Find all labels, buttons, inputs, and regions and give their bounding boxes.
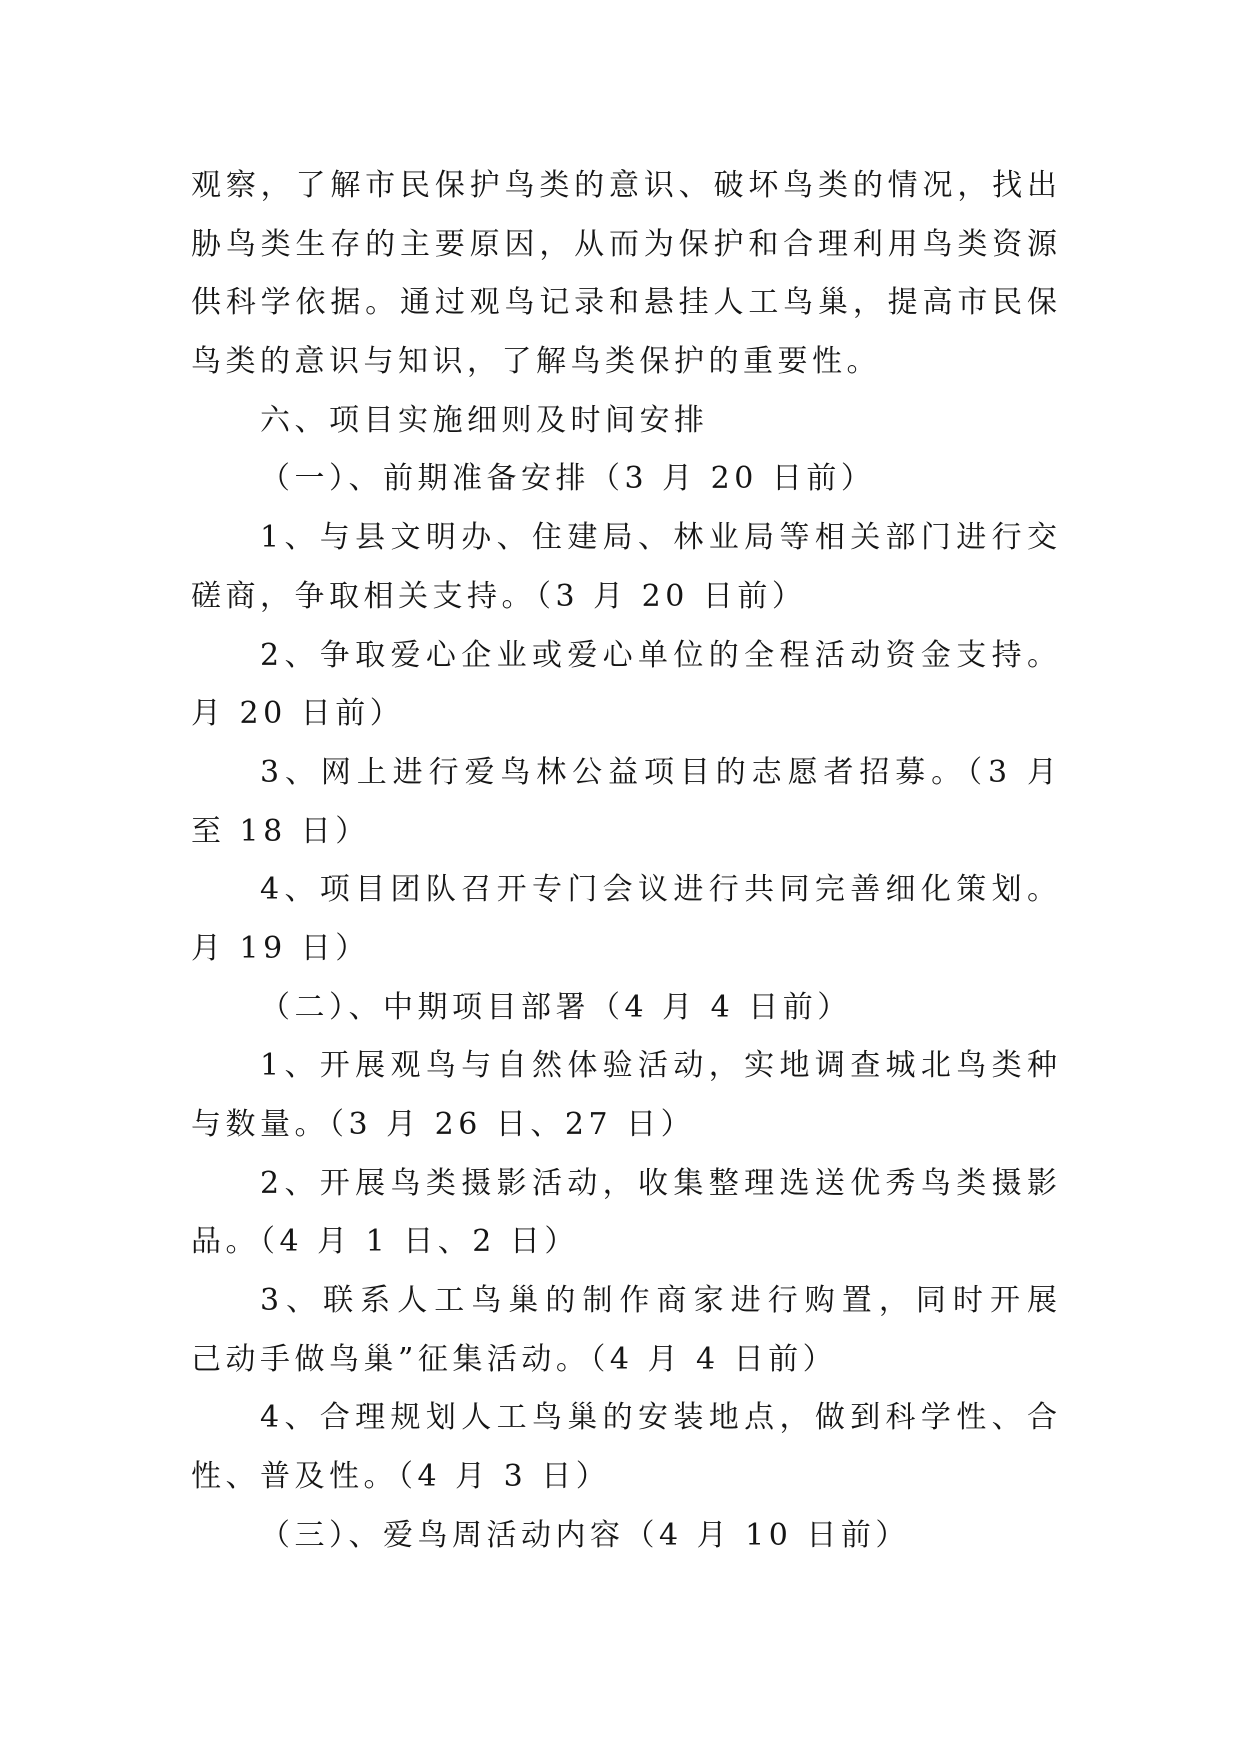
subsection-heading: [191, 450, 1057, 509]
paragraph-line: 性、普及性。（4 月 3 日）: [191, 1459, 611, 1495]
paragraph-line: 鸟类的意识与知识，了解鸟类保护的重要性。: [191, 344, 881, 380]
list-item: [191, 744, 1062, 861]
paragraph-line: 己动手做鸟巢”征集活动。（4 月 4 日前）: [191, 1341, 838, 1377]
paragraph-line: 与数量。（3 月 26 日、27 日）: [191, 1107, 696, 1142]
document-body: [191, 157, 1062, 1566]
paragraph-line: 4、项目团队召开专门会议进行共同完善细化策划。: [260, 872, 1062, 908]
paragraph-continuation: [191, 157, 1062, 392]
paragraph-line: 品。（4 月 1 日、2 日）: [191, 1224, 579, 1260]
section-heading-text: 六、项目实施细则及时间安排: [260, 402, 709, 438]
list-item: [191, 1037, 1062, 1154]
subsection-heading-text: （二）、中期项目部署（4 月 4 日前）: [260, 989, 852, 1025]
section-heading: [191, 392, 1057, 451]
paragraph-line: 4、合理规划人工鸟巢的安装地点，做到科学性、合: [260, 1400, 1062, 1436]
list-item: [191, 1389, 1062, 1506]
list-item: [191, 1155, 1062, 1272]
paragraph-line: 1、与县文明办、住建局、林业局等相关部门进行交: [260, 520, 1062, 556]
paragraph-line: 3、网上进行爱鸟林公益项目的志愿者招募。（3 月: [260, 754, 1062, 790]
list-item: [191, 627, 1062, 744]
subsection-heading: [191, 1507, 1057, 1566]
paragraph-line: 2、开展鸟类摄影活动，收集整理选送优秀鸟类摄影: [260, 1165, 1062, 1201]
paragraph-line: 至 18 日）: [191, 813, 370, 849]
paragraph-line: 胁鸟类生存的主要原因，从而为保护和合理利用鸟类资源: [191, 226, 1062, 262]
paragraph-line: 1、开展观鸟与自然体验活动，实地调查城北鸟类种: [260, 1048, 1062, 1084]
subsection-heading: [191, 979, 1057, 1038]
paragraph-line: 供科学依据。通过观鸟记录和悬挂人工鸟巢，提高市民保: [191, 285, 1062, 321]
list-item: [191, 861, 1062, 978]
list-item: [191, 1272, 1062, 1389]
paragraph-line: 月 20 日前）: [191, 696, 405, 732]
paragraph-line: 磋商，争取相关支持。（3 月 20 日前）: [191, 578, 807, 614]
subsection-heading-text: （三）、爱鸟周活动内容（4 月 10 日前）: [260, 1517, 910, 1553]
paragraph-line: 3、联系人工鸟巢的制作商家进行购置，同时开展: [260, 1283, 1062, 1319]
subsection-heading-text: （一）、前期准备安排（3 月 20 日前）: [260, 461, 876, 497]
list-item: [191, 509, 1062, 626]
paragraph-line: 2、争取爱心企业或爱心单位的全程活动资金支持。: [260, 637, 1062, 673]
paragraph-line: 月 19 日）: [191, 930, 370, 966]
paragraph-line: 观察，了解市民保护鸟类的意识、破坏鸟类的情况，找出: [191, 168, 1062, 203]
